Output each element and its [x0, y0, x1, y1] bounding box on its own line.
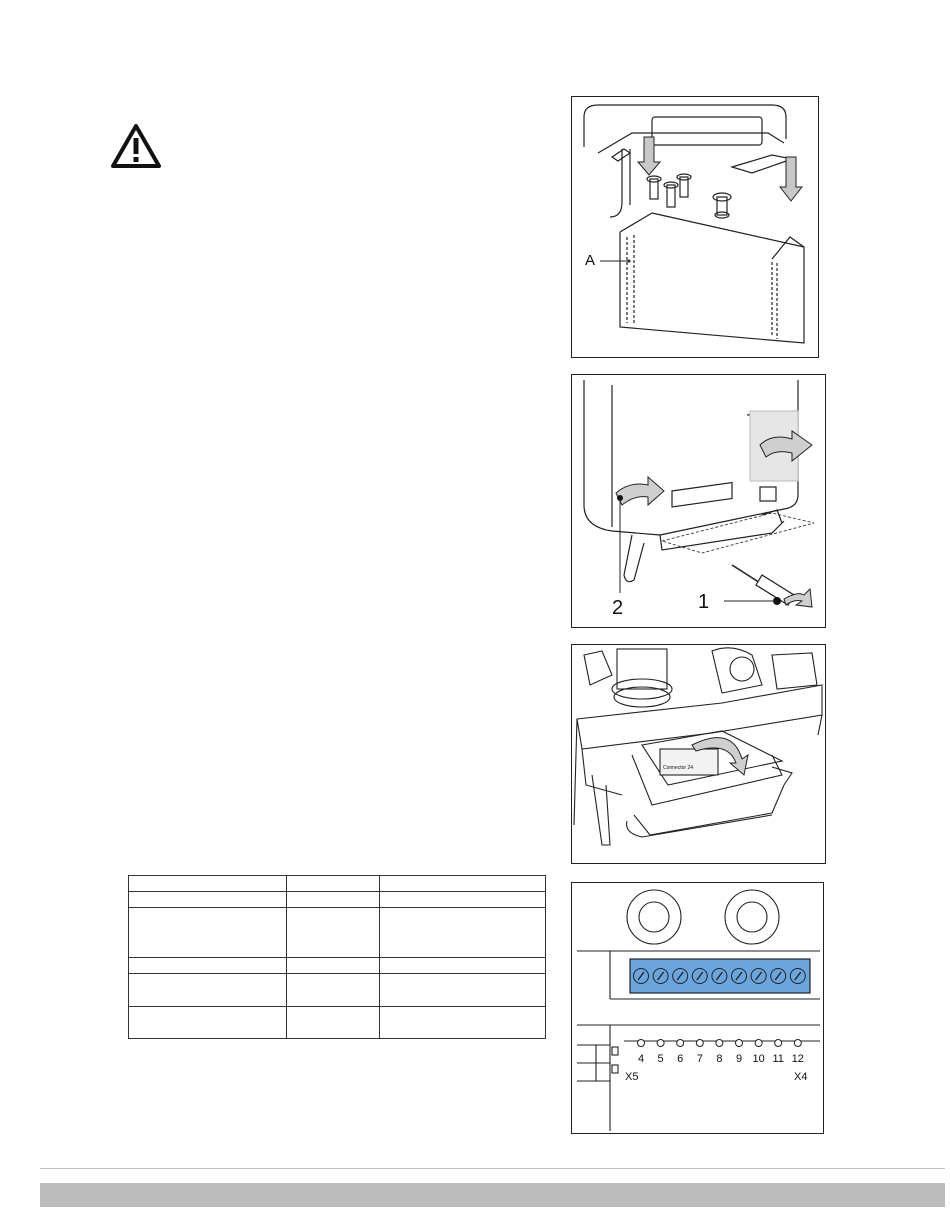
table-row	[129, 974, 546, 1007]
terminal-pin	[736, 1040, 743, 1047]
terminal-screw-icon	[732, 969, 747, 984]
table-cell	[129, 892, 287, 908]
table-cell	[287, 892, 380, 908]
table-row	[129, 876, 546, 892]
terminal-number-label: 7	[696, 1053, 703, 1065]
warning-icon	[110, 123, 162, 169]
table-cell	[380, 908, 546, 958]
terminal-screw-icon	[712, 969, 727, 984]
terminal-screw-icon	[771, 969, 786, 984]
terminal-pin	[638, 1040, 645, 1047]
terminal-pin	[716, 1040, 723, 1047]
specification-table	[128, 875, 546, 1039]
figure-control-box-open	[571, 644, 826, 864]
terminal-number-label: 8	[716, 1053, 723, 1065]
figure-terminal-strip	[571, 882, 824, 1134]
footer-divider	[40, 1168, 945, 1169]
terminal-pin	[677, 1040, 684, 1047]
table-cell	[287, 958, 380, 974]
table-cell	[380, 876, 546, 892]
terminal-screw-icon	[790, 969, 805, 984]
table-cell	[287, 876, 380, 892]
table-row	[129, 1007, 546, 1039]
figure-cover-installation	[571, 96, 819, 358]
table-row	[129, 908, 546, 958]
connector-x5-label: X5	[625, 1071, 639, 1083]
connector-x4-label: X4	[794, 1071, 808, 1083]
table-cell	[380, 974, 546, 1007]
table-cell	[129, 1007, 287, 1039]
terminal-number-label: 11	[772, 1053, 784, 1065]
terminal-screw-icon	[653, 969, 668, 984]
terminal-number-label: 12	[791, 1053, 804, 1065]
footer-bar	[40, 1183, 945, 1207]
terminal-screw-icon	[634, 969, 649, 984]
table-cell	[129, 876, 287, 892]
table-cell	[380, 1007, 546, 1039]
table-row	[129, 892, 546, 908]
terminal-screw-icon	[751, 969, 766, 984]
terminal-screw-icon	[692, 969, 707, 984]
sticker-text: Connector 24	[663, 765, 694, 771]
table-cell	[380, 958, 546, 974]
terminal-pin	[775, 1040, 782, 1047]
table-cell	[380, 892, 546, 908]
callout-label-1: 1	[698, 591, 710, 613]
table-cell	[129, 974, 287, 1007]
terminal-number-label: 5	[657, 1053, 664, 1065]
terminal-pin	[755, 1040, 762, 1047]
table-cell	[129, 958, 287, 974]
callout-label-2: 2	[612, 597, 624, 619]
table-cell	[287, 908, 380, 958]
table-cell	[287, 974, 380, 1007]
callout-label-a: A	[585, 252, 596, 269]
terminal-number-label: 4	[637, 1053, 645, 1065]
terminal-pin	[794, 1040, 801, 1047]
table-cell	[287, 1007, 380, 1039]
terminal-pin	[696, 1040, 703, 1047]
figure-front-panel-removal	[571, 374, 826, 628]
table-cell	[129, 908, 287, 958]
terminal-number-label: 10	[752, 1053, 765, 1065]
table-row	[129, 958, 546, 974]
terminal-number-label: 6	[677, 1053, 684, 1065]
terminal-pin	[657, 1040, 664, 1047]
terminal-screw-icon	[673, 969, 688, 984]
terminal-number-label: 9	[735, 1053, 743, 1065]
